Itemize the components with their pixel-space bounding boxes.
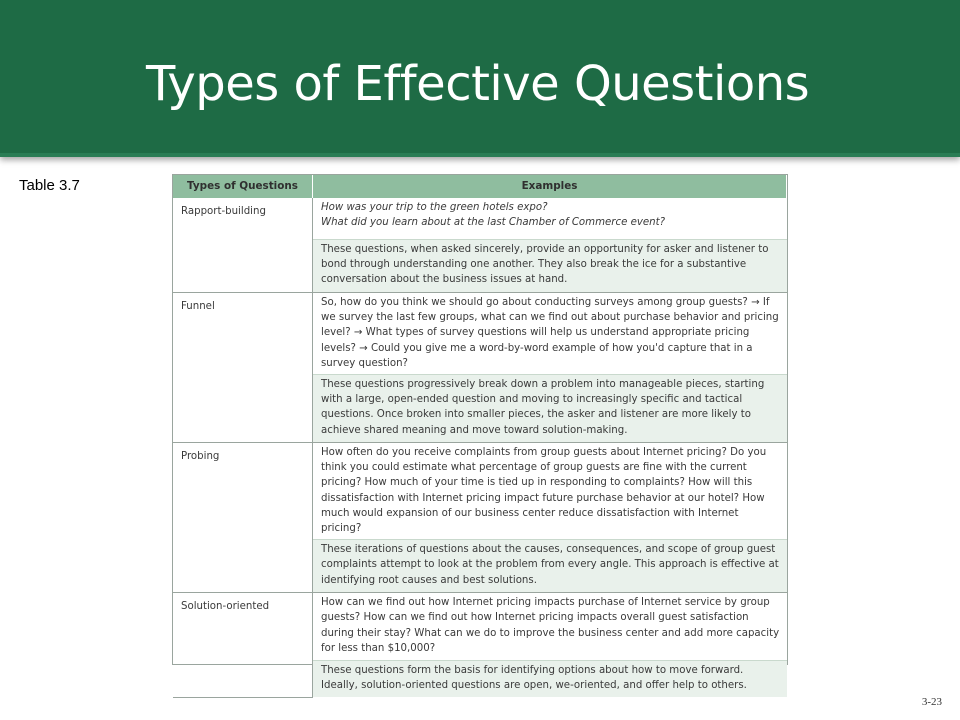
slide-header (0, 0, 960, 157)
question-type-funnel: Funnel (173, 293, 313, 443)
example-questions: So, how do you think we should go about conducting surveys among group guests? → If we survey the last few groups, what can we find out about purchase behavior and pricing level? → What types of survey questions will help us understand appropriate pricing levels? → Could you give me a word-by-word example of how you'd capture that in a survey question? (313, 293, 787, 375)
table-row (173, 198, 787, 240)
question-type-rapport-building: Rapport-building (173, 198, 313, 293)
example-explanation: These iterations of questions about the causes, consequences, and scope of group guest complaints attempt to look at the problem from every angle. This approach is effective at identifying root causes and best solutions. (313, 540, 787, 593)
table-row (173, 293, 787, 375)
table-label: Table 3.7 (19, 177, 80, 194)
question-type-solution-oriented: Solution-oriented (173, 593, 313, 698)
example-explanation: These questions form the basis for identifying options about how to move forward. Ideally, solution-oriented questions are open, we-oriented, and offer help to others. (313, 661, 787, 698)
example-explanation: These questions, when asked sincerely, provide an opportunity for asker and listener to bond through understanding one another. They also break the ice for a substantive conversation about the business issues at hand. (313, 240, 787, 293)
table-row (173, 593, 787, 661)
example-explanation: These questions progressively break down a problem into manageable pieces, starting with a large, open-ended question and moving to increasingly specific and tactical questions. Once broken into smaller pieces, the asker and listener are more likely to achieve shared meaning and move toward solution-making. (313, 375, 787, 443)
example-questions (313, 198, 787, 240)
column-header-types: Types of Questions (173, 175, 313, 198)
example-question-line: What did you learn about at the last Chamber of Commerce event? (321, 217, 666, 229)
example-questions: How can we find out how Internet pricing impacts purchase of Internet service by group guests? How can we find out how Internet pricing impacts overall guest satisfaction during their stay? What can we do to improve the business center and add more capacity for less than $10,000? (313, 593, 787, 661)
slide-title: Types of Effective Questions (146, 56, 810, 112)
header-divider (0, 153, 960, 157)
slide-number: 3-23 (921, 696, 942, 708)
example-questions: How often do you receive complaints from group guests about Internet pricing? Do you think you could estimate what percentage of group guests are fine with the current pricing? How much of your time is tied up in responding to complaints? How will this dissatisfaction with Internet pricing impact future purchase behavior at our hotel? How much would expansion of our business center reduce dissatisfaction with Internet pricing? (313, 443, 787, 540)
column-header-examples: Examples (313, 175, 787, 198)
table-header-row (173, 175, 787, 198)
table-row (173, 443, 787, 540)
questions-table (172, 174, 788, 692)
question-type-probing: Probing (173, 443, 313, 593)
example-question-line: How was your trip to the green hotels expo? (321, 202, 548, 213)
